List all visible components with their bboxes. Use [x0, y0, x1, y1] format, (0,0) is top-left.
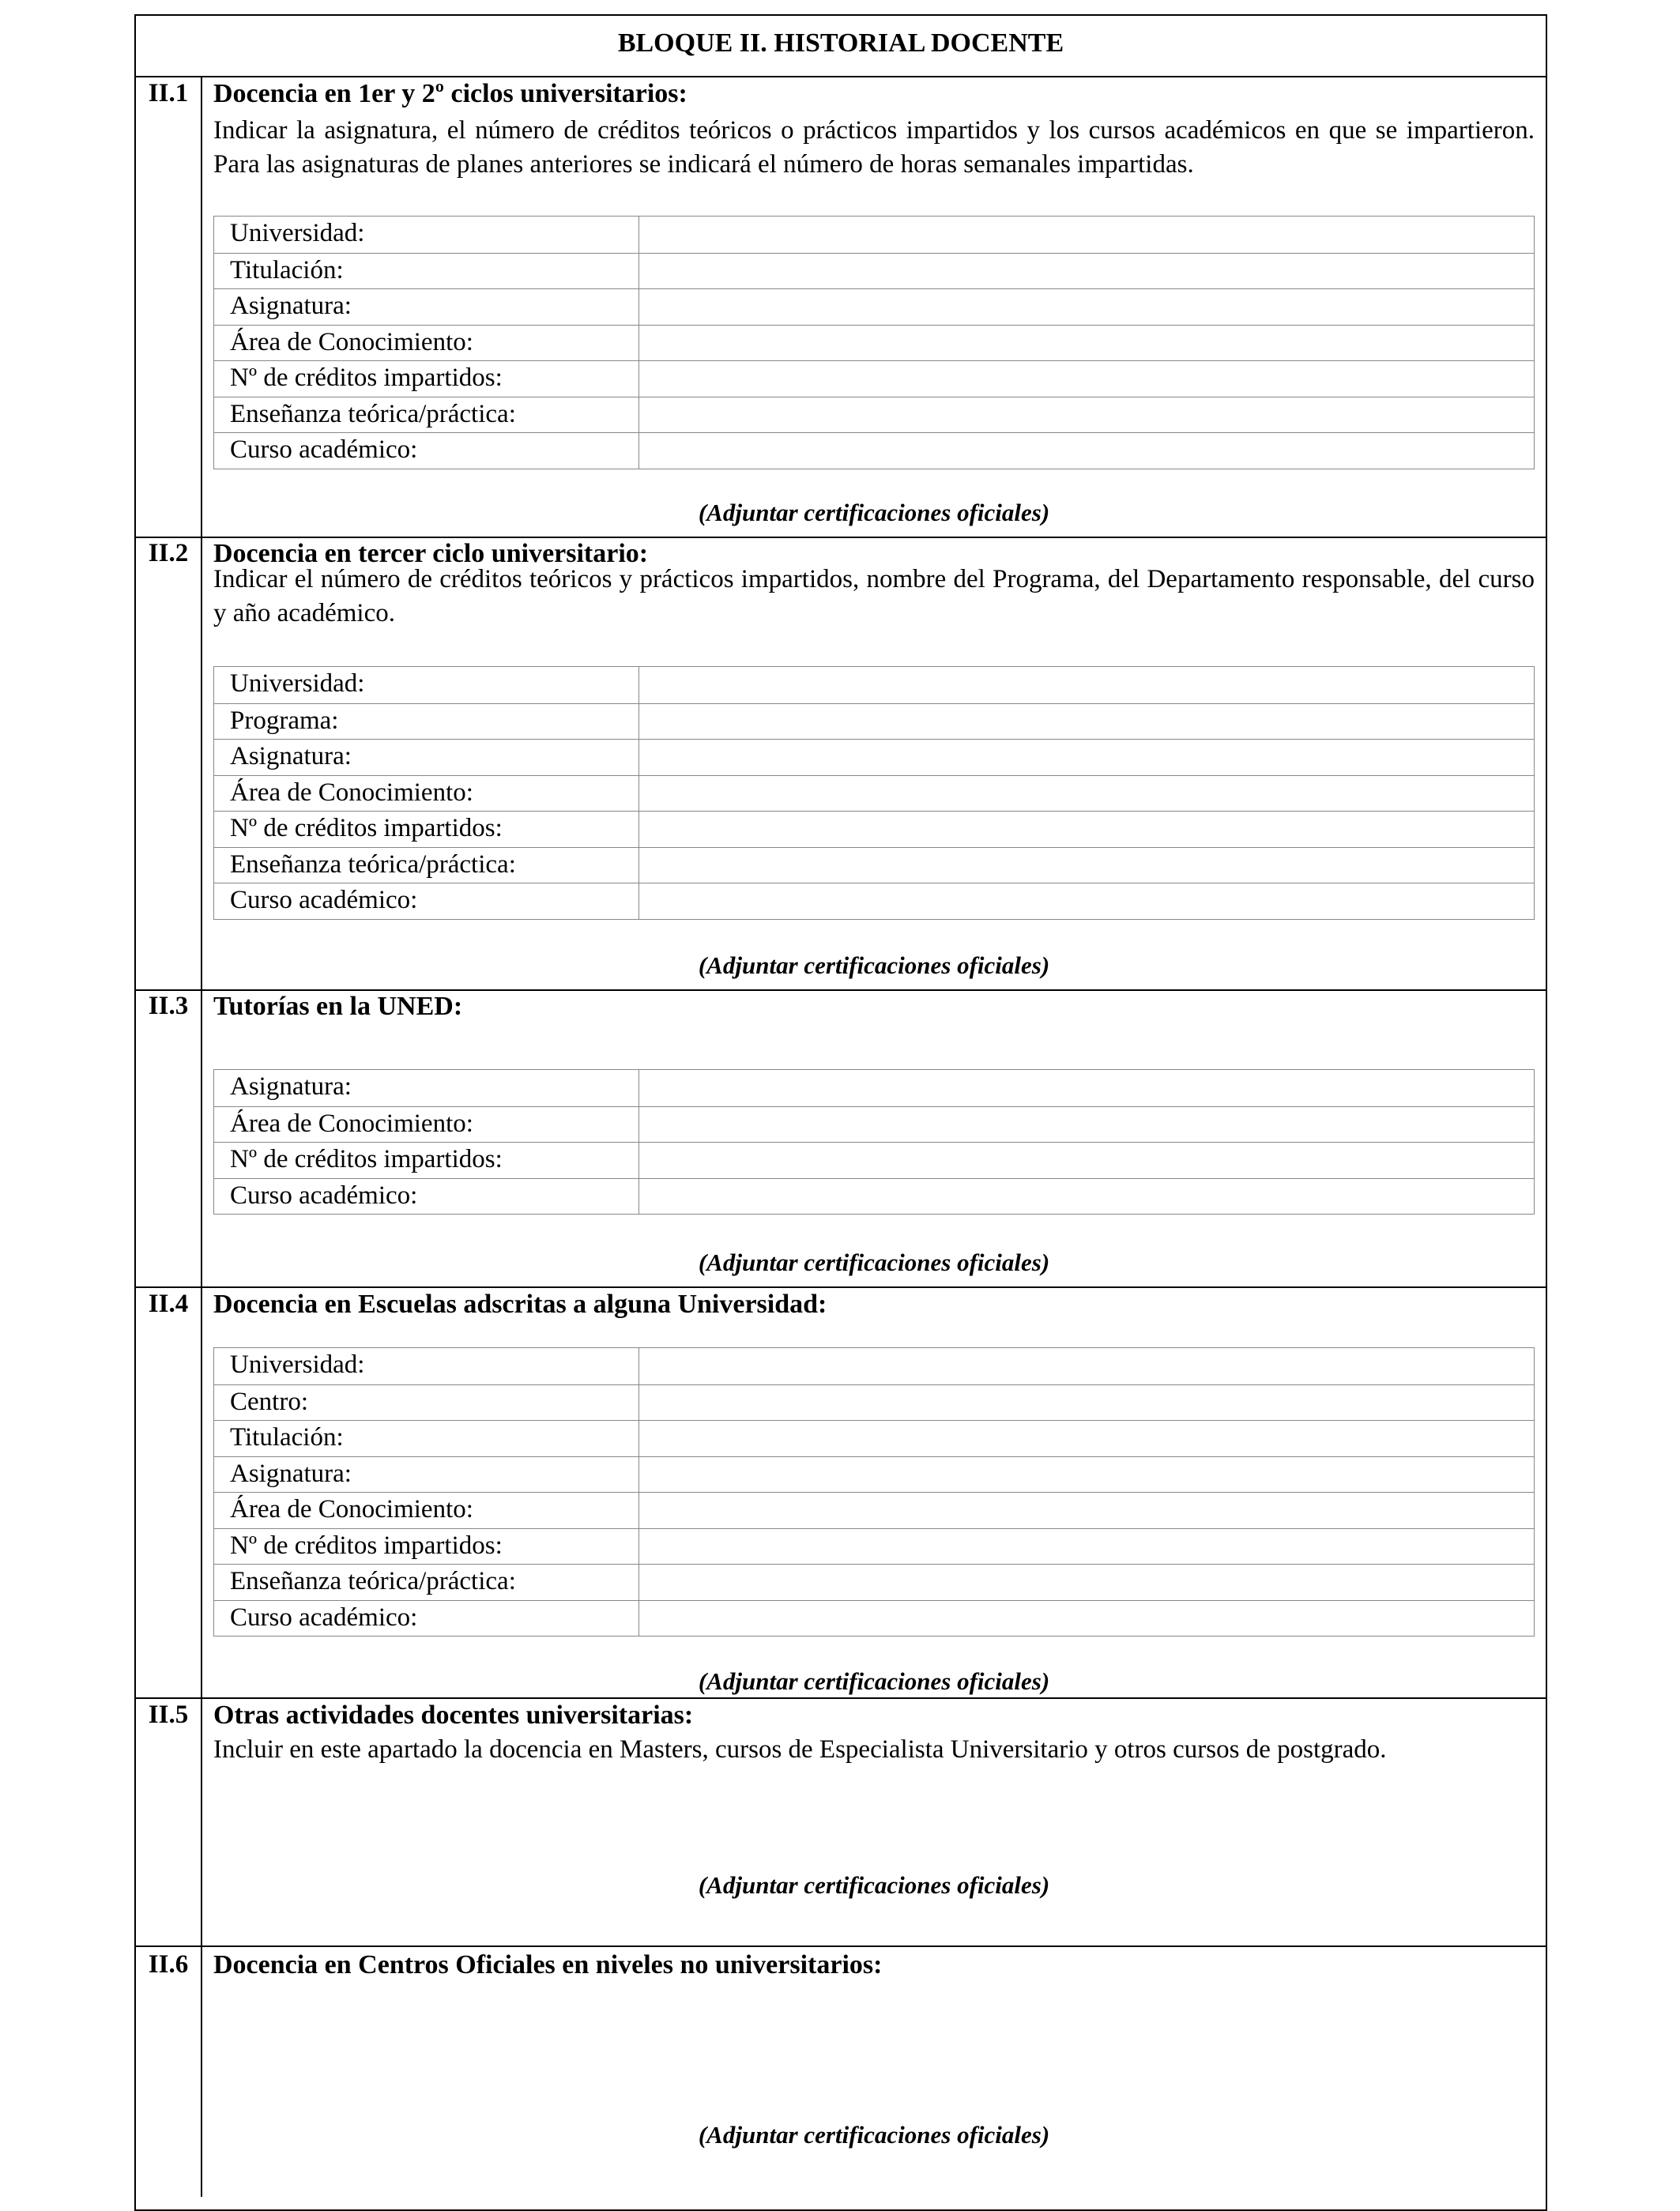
- field-label: Área de Conocimiento:: [214, 1107, 639, 1143]
- field-value-cell[interactable]: [639, 667, 1534, 703]
- field-value-cell[interactable]: [639, 254, 1534, 289]
- field-label: Titulación:: [214, 254, 639, 289]
- field-row: [214, 217, 1534, 253]
- field-label: Área de Conocimiento:: [214, 1493, 639, 1528]
- field-value-cell[interactable]: [639, 326, 1534, 361]
- section-number: II.2: [148, 539, 189, 567]
- field-row: [214, 739, 1534, 775]
- field-value-cell[interactable]: [639, 1070, 1534, 1106]
- field-value-cell[interactable]: [639, 812, 1534, 847]
- field-row: [214, 847, 1534, 883]
- field-row: [214, 775, 1534, 812]
- field-row: [214, 325, 1534, 361]
- field-row: [214, 397, 1534, 433]
- field-value-cell[interactable]: [639, 1107, 1534, 1143]
- field-label: Curso académico:: [214, 1179, 639, 1215]
- section-title: Docencia en Centros Oficiales en niveles no universitarios:: [213, 1950, 883, 1979]
- field-table: [213, 216, 1535, 469]
- field-row: [214, 1456, 1534, 1493]
- field-value-cell[interactable]: [639, 1601, 1534, 1637]
- field-label: Nº de créditos impartidos:: [214, 361, 639, 397]
- field-row: [214, 1384, 1534, 1421]
- field-label: Universidad:: [214, 1348, 639, 1384]
- field-row: [214, 703, 1534, 740]
- field-row: [214, 1070, 1534, 1106]
- field-value-cell[interactable]: [639, 433, 1534, 469]
- section-title: Tutorías en la UNED:: [213, 992, 463, 1021]
- attach-certificates-note: (Adjuntar certificaciones oficiales): [698, 951, 1050, 979]
- field-row: [214, 253, 1534, 289]
- section-number: II.1: [148, 79, 189, 107]
- field-value-cell[interactable]: [639, 704, 1534, 740]
- attach-certificates-note: (Adjuntar certificaciones oficiales): [698, 2121, 1050, 2149]
- field-row: [214, 811, 1534, 847]
- field-value-cell[interactable]: [639, 1348, 1534, 1384]
- field-label: Asignatura:: [214, 1457, 639, 1493]
- number-column-divider: [201, 1697, 202, 1945]
- attach-certificates-note: (Adjuntar certificaciones oficiales): [698, 1871, 1050, 1899]
- field-value-cell[interactable]: [639, 883, 1534, 919]
- field-label: Enseñanza teórica/práctica:: [214, 1565, 639, 1600]
- field-row: [214, 1420, 1534, 1456]
- field-label: Nº de créditos impartidos:: [214, 812, 639, 847]
- field-value-cell[interactable]: [639, 361, 1534, 397]
- section-title: Docencia en 1er y 2º ciclos universitarios:: [213, 79, 687, 108]
- field-row: [214, 1600, 1534, 1637]
- field-label: Enseñanza teórica/práctica:: [214, 848, 639, 883]
- field-label: Titulación:: [214, 1421, 639, 1456]
- field-label: Curso académico:: [214, 1601, 639, 1637]
- field-value-cell[interactable]: [639, 848, 1534, 883]
- field-value-cell[interactable]: [639, 1493, 1534, 1528]
- section-title: Docencia en tercer ciclo universitario:: [213, 539, 649, 568]
- field-value-cell[interactable]: [639, 1421, 1534, 1456]
- field-label: Centro:: [214, 1385, 639, 1421]
- field-label: Asignatura:: [214, 1070, 639, 1106]
- field-row: [214, 288, 1534, 325]
- field-label: Curso académico:: [214, 883, 639, 919]
- field-table: [213, 1347, 1535, 1637]
- field-row: [214, 1348, 1534, 1384]
- field-value-cell[interactable]: [639, 1529, 1534, 1565]
- field-value-cell[interactable]: [639, 776, 1534, 812]
- field-table: [213, 666, 1535, 920]
- attach-certificates-note: (Adjuntar certificaciones oficiales): [698, 1667, 1050, 1695]
- field-value-cell[interactable]: [639, 1179, 1534, 1215]
- section-number: II.6: [148, 1950, 189, 1979]
- field-label: Universidad:: [214, 667, 639, 703]
- number-column-divider: [201, 1286, 202, 1697]
- field-value-cell[interactable]: [639, 1385, 1534, 1421]
- field-label: Nº de créditos impartidos:: [214, 1143, 639, 1178]
- section-title: Docencia en Escuelas adscritas a alguna Universidad:: [213, 1290, 827, 1319]
- section-number: II.5: [148, 1701, 189, 1729]
- field-row: [214, 1492, 1534, 1528]
- field-row: [214, 883, 1534, 919]
- section-divider: [134, 1697, 1547, 1699]
- field-row: [214, 1142, 1534, 1178]
- field-label: Asignatura:: [214, 289, 639, 325]
- field-row: [214, 1106, 1534, 1143]
- field-row: [214, 360, 1534, 397]
- block-title: BLOQUE II. HISTORIAL DOCENTE: [617, 28, 1064, 58]
- field-label: Programa:: [214, 704, 639, 740]
- section-description: Incluir en este apartado la docencia en Masters, cursos de Especialista Universitario y otros cursos de postgrado.: [213, 1735, 1387, 1764]
- field-row: [214, 1528, 1534, 1565]
- field-value-cell[interactable]: [639, 289, 1534, 325]
- field-value-cell[interactable]: [639, 1565, 1534, 1600]
- field-label: Área de Conocimiento:: [214, 776, 639, 812]
- field-row: [214, 1178, 1534, 1215]
- field-table: [213, 1069, 1535, 1215]
- number-column-divider: [201, 1945, 202, 2197]
- field-row: [214, 667, 1534, 703]
- number-column-divider: [201, 989, 202, 1286]
- field-label: Asignatura:: [214, 740, 639, 775]
- attach-certificates-note: (Adjuntar certificaciones oficiales): [698, 1249, 1050, 1276]
- section-number: II.4: [148, 1290, 189, 1318]
- section-title: Otras actividades docentes universitarias:: [213, 1701, 694, 1730]
- field-label: Área de Conocimiento:: [214, 326, 639, 361]
- section-divider: [134, 537, 1547, 538]
- field-value-cell[interactable]: [639, 740, 1534, 775]
- field-row: [214, 432, 1534, 469]
- number-column-divider: [201, 537, 202, 989]
- field-value-cell[interactable]: [639, 1143, 1534, 1178]
- field-label: Enseñanza teórica/práctica:: [214, 397, 639, 433]
- field-label: Universidad:: [214, 217, 639, 253]
- attach-certificates-note: (Adjuntar certificaciones oficiales): [698, 499, 1050, 526]
- field-label: Nº de créditos impartidos:: [214, 1529, 639, 1565]
- field-value-cell[interactable]: [639, 397, 1534, 433]
- section-description: Indicar la asignatura, el número de créditos teóricos o prácticos impartidos y los cursos académicos en que se impartieron. Para las asignaturas de planes anteriores se indicará el número de horas semanales impartidas.: [213, 116, 1535, 179]
- section-number: II.3: [148, 992, 189, 1020]
- section-divider: [134, 1945, 1547, 1947]
- field-row: [214, 1564, 1534, 1600]
- field-value-cell[interactable]: [639, 217, 1534, 253]
- number-column-divider: [201, 76, 202, 537]
- section-divider: [134, 76, 1547, 77]
- field-value-cell[interactable]: [639, 1457, 1534, 1493]
- section-divider: [134, 1286, 1547, 1288]
- section-divider: [134, 989, 1547, 991]
- section-description: Indicar el número de créditos teóricos y prácticos impartidos, nombre del Programa, del Departamento responsable, del curso y año académico.: [213, 565, 1535, 627]
- field-label: Curso académico:: [214, 433, 639, 469]
